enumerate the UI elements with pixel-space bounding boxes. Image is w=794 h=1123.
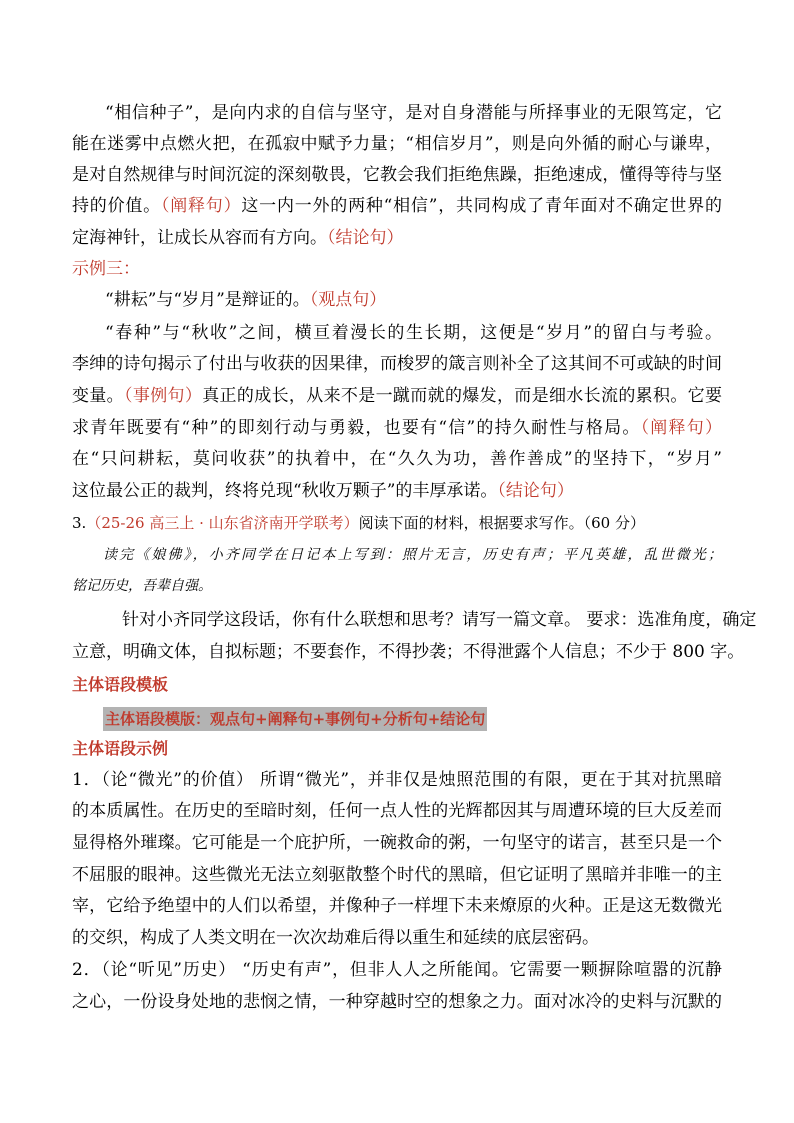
question-source: （25-26 高三上 · 山东省济南开学联考） — [86, 514, 359, 532]
template-formula-bar: 主体语段模版：观点句+阐释句+事例句+分析句+结论句 — [103, 707, 487, 731]
sample2-line-2: 之心，一份设身处地的悲悯之情，一种穿越时空的想象之力。面对冰冷的史料与沉默的 — [72, 992, 722, 1012]
example3-line-4: 变量。（事例句）真正的成长，从来不是一蹴而就的爆发，而是细水长流的累积。它要 — [72, 386, 723, 406]
tag-explanation: （阐释句） — [160, 196, 242, 216]
requirement-line-2: 立意，明确文体，自拟标题；不要套作，不得抄袭；不得泄露个人信息；不少于 800 字。 — [72, 642, 745, 662]
tag-conclusion: （结论句） — [497, 481, 574, 501]
sample1-line-2: 的本质属性。在历史的至暗时刻，任何一点人性的光辉都因其与周遭环境的巨大反差而 — [72, 801, 722, 821]
sample1-line-1: 1．（论“微光”的价值） 所谓“微光”，并非仅是烛照范围的有限，更在于其对抗黑暗 — [72, 770, 722, 790]
material-line-2: 铭记历史，吾辈自强。 — [72, 578, 212, 594]
question-3-header: 3.（25-26 高三上 · 山东省济南开学联考）阅读下面的材料，根据要求写作。（60 分） — [72, 514, 645, 532]
example2-line-5: 定海神针，让成长从容而有方向。（结论句） — [72, 228, 404, 248]
example3-line-1: “耕耘”与“岁月”是辩证的。（观点句） — [105, 290, 387, 310]
example2-line-1: “相信种子”，是向内求的自信与坚守，是对自身潜能与所择事业的无限笃定，它 — [105, 103, 722, 123]
material-line-1: 读完《娘佛》，小齐同学在日记本上写到：照片无言，历史有声；平凡英雄，乱世微光； — [103, 547, 722, 563]
example3-line-5: 求青年既要有“种”的即刻行动与勇毅，也要有“信”的持久耐性与格局。（阐释句） — [72, 418, 723, 438]
tag-viewpoint: （观点句） — [309, 290, 387, 310]
example3-line-7: 这位最公正的裁判，终将兑现“秋收万颗子”的丰厚承诺。（结论句） — [72, 481, 574, 501]
examples-heading: 主体语段示例 — [72, 739, 169, 758]
requirement-line-1: 针对小齐同学这段话，你有什么联想和思考？请写一篇文章。 要求：选准角度，确定 — [122, 610, 757, 630]
example2-line-2: 能在迷雾中点燃火把，在孤寂中赋予力量；“相信岁月”，则是向外循的耐心与谦卑， — [72, 134, 722, 154]
tag-example: （事例句） — [124, 386, 203, 406]
example3-label: 示例三： — [72, 259, 140, 279]
sample1-line-6: 的交织，构成了人类文明在一次次劫难后得以重生和延续的底层密码。 — [72, 928, 599, 948]
example2-line-3: 是对自然规律与时间沉淀的深刻敬畏，它教会我们拒绝焦躁，拒绝速成，懂得等待与坚 — [72, 165, 722, 185]
sample1-line-5: 宰，它给予绝望中的人们以希望，并像种子一样埋下未来燎原的火种。正是这无数微光 — [72, 896, 722, 916]
example3-line-2: “春种”与“秋收”之间，横亘着漫长的生长期，这便是“岁月”的留白与考验。 — [105, 323, 722, 343]
example3-line-6: 在“只问耕耘，莫问收获”的执着中，在“久久为功，善作善成”的坚持下，“岁月” — [72, 449, 722, 469]
example2-line-4: 持的价值。（阐释句）这一内一外的两种“相信”，共同构成了青年面对不确定世界的 — [72, 196, 722, 216]
sample1-line-3: 显得格外璀璨。它可能是一个庇护所，一碗救命的粥，一句坚守的诺言，甚至只是一个 — [72, 833, 722, 853]
tag-explanation: （阐释句） — [640, 418, 723, 438]
sample1-line-4: 不屈服的眼神。这些微光无法立刻驱散整个时代的黑暗，但它证明了黑暗并非唯一的主 — [72, 865, 722, 885]
template-heading: 主体语段模板 — [72, 675, 169, 694]
example3-line-3: 李绅的诗句揭示了付出与收获的因果律，而梭罗的箴言则补全了这其间不可或缺的时间 — [72, 354, 722, 374]
sample2-line-1: 2．（论“听见”历史） “历史有声”，但非人人之所能闻。它需要一颗摒除喧嚣的沉静 — [72, 960, 722, 980]
tag-conclusion: （结论句） — [327, 228, 404, 248]
